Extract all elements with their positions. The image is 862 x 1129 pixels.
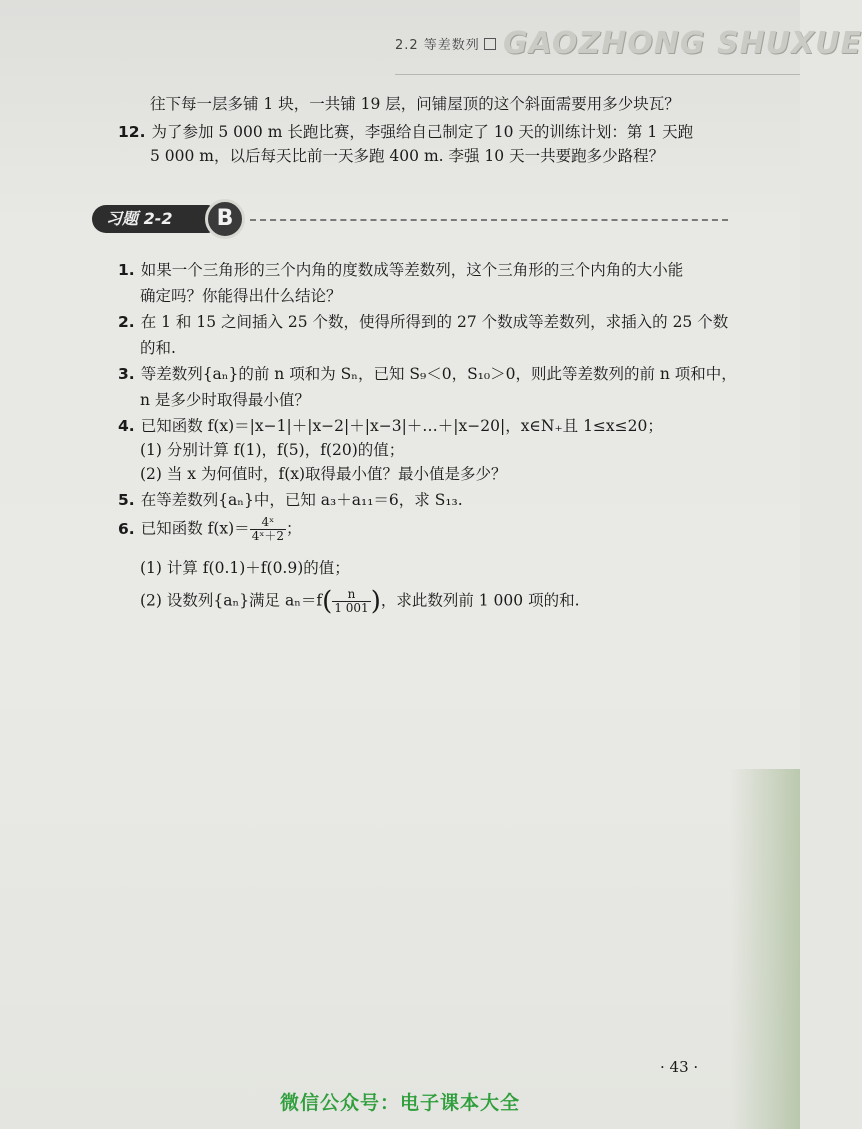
fraction-numerator: n	[332, 588, 370, 602]
exercise-level-badge: B	[205, 199, 245, 239]
section-box-icon	[484, 38, 496, 50]
problem-text-suffix: ；	[286, 519, 302, 538]
problem-3-cont: n 是多少时取得最小值？	[140, 391, 310, 409]
continued-text: 往下每一层多铺 1 块，一共铺 19 层，问铺屋顶的这个斜面需要用多少块瓦？	[150, 95, 680, 113]
problem-text: 等差数列{aₙ}的前 n 项和为 Sₙ，已知 S₉＜0，S₁₀＞0，则此等差数列的前 n 项和中，	[140, 365, 737, 383]
page-corner-shading	[730, 769, 800, 1129]
problem-text: 已知函数 f(x)＝	[140, 519, 250, 538]
question-text: 为了参加 5 000 m 长跑比赛，李强给自己制定了 10 天的训练计划：第 1 天跑	[151, 123, 694, 141]
brand-watermark: GAOZHONG SHUXUE	[503, 26, 862, 61]
page-number: · 43 ·	[660, 1058, 699, 1076]
right-paren: )	[370, 586, 381, 617]
problem-text: 已知函数 f(x)＝|x−1|＋|x−2|＋|x−3|＋…＋|x−20|，x∈N₊且 1≤x≤20；	[140, 417, 663, 435]
fraction	[250, 516, 286, 543]
problem-3	[118, 362, 737, 386]
exercise-tag: 习题 2-2	[92, 205, 212, 233]
problem-number: 6.	[118, 519, 135, 538]
footer-watermark: 微信公众号：电子课本大全	[279, 1092, 520, 1114]
problem-text: (2) 设数列{aₙ}满足 aₙ＝f	[140, 591, 323, 610]
fraction	[332, 588, 370, 615]
problem-2	[118, 310, 728, 334]
problem-4-part-2: (2) 当 x 为何值时，f(x)取得最小值？最小值是多少？	[140, 465, 507, 483]
fraction-denominator: 4ˣ＋2	[251, 529, 285, 543]
question-number: 12.	[118, 123, 146, 141]
problem-2-cont: 的和.	[140, 339, 176, 357]
left-paren: (	[322, 586, 333, 617]
problem-number: 1.	[118, 261, 135, 279]
problem-text-suffix: ，求此数列前 1 000 项的和.	[380, 591, 580, 610]
question-12-cont: 5 000 m，以后每天比前一天多跑 400 m. 李强 10 天一共要跑多少路程？	[150, 147, 665, 165]
problem-text: 如果一个三角形的三个内角的度数成等差数列，这个三角形的三个内角的大小能	[140, 261, 684, 279]
problem-number: 5.	[118, 491, 135, 509]
problem-6	[118, 516, 302, 543]
question-12	[118, 120, 693, 144]
problem-text: 在等差数列{aₙ}中，已知 a₃＋a₁₁＝6，求 S₁₃.	[140, 491, 463, 509]
problem-number: 2.	[118, 313, 135, 331]
problem-6-part-2	[140, 588, 580, 615]
problem-text: 在 1 和 15 之间插入 25 个数，使得所得到的 27 个数成等差数列，求插入的 25 个数	[140, 313, 729, 331]
fraction-numerator: 4ˣ	[250, 516, 286, 530]
problem-6-part-1: (1) 计算 f(0.1)＋f(0.9)的值；	[140, 559, 350, 577]
problem-number: 3.	[118, 365, 135, 383]
section-title: 2.2 等差数列	[395, 34, 496, 53]
problem-number: 4.	[118, 417, 135, 435]
problem-4	[118, 414, 663, 438]
dashed-divider	[250, 219, 728, 221]
header-rule	[395, 74, 800, 75]
fraction-denominator: 1 001	[334, 601, 369, 615]
page-header	[395, 26, 862, 62]
problem-1-cont: 确定吗？你能得出什么结论？	[140, 287, 342, 305]
problem-5	[118, 488, 463, 512]
problem-4-part-1: (1) 分别计算 f(1)，f(5)，f(20)的值；	[140, 441, 405, 459]
problem-1	[118, 258, 683, 282]
